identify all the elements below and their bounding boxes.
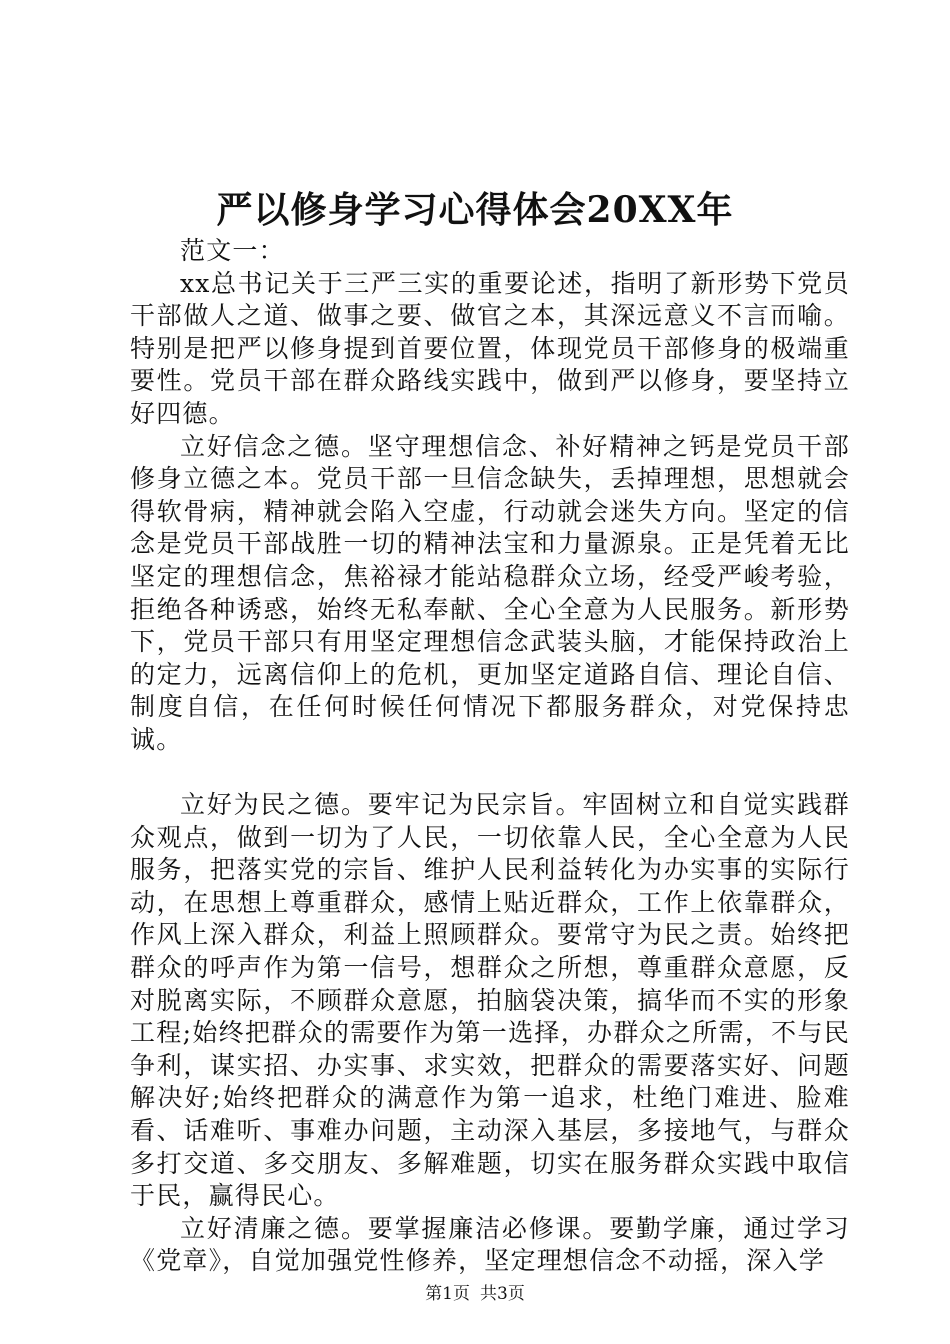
page-footer <box>0 1283 950 1305</box>
document-title: 严以修身学习心得体会20XX年 <box>216 189 734 231</box>
page-number: 第1页 <box>425 1284 470 1304</box>
page-total: 共3页 <box>480 1284 525 1304</box>
paragraph-heading: 范文一： <box>180 236 285 265</box>
document-body <box>130 235 850 1278</box>
paragraph: 立好信念之德。坚守理想信念、补好精神之钙是党员干部修身立德之本。党员干部一旦信念缺失，丢掉理想，思想就会得软骨病，精神就会陷入空虚，行动就会迷失方向。坚定的信念是党员干部战胜一切的精神法宝和力量源泉。正是凭着无比坚定的理想信念，焦裕禄才能站稳群众立场，经受严峻考验，拒绝各种诱惑，始终无私奉献、全心全意为人民服务。新形势下，党员干部只有用坚定理想信念武装头脑，才能保持政治上的定力，远离信仰上的危机，更加坚定道路自信、理论自信、制度自信，在任何时候任何情况下都服务群众，对党保持忠诚。 <box>130 431 850 754</box>
paragraph: xx总书记关于三严三实的重要论述，指明了新形势下党员干部做人之道、做事之要、做官之本，其深远意义不言而喻。特别是把严以修身提到首要位置，体现党员干部修身的极端重要性。党员干部在群众路线实践中，做到严以修身，要坚持立好四德。 <box>130 268 850 428</box>
paragraph: 立好为民之德。要牢记为民宗旨。牢固树立和自觉实践群众观点，做到一切为了人民，一切依靠人民，全心全意为人民服务，把落实党的宗旨、维护人民利益转化为办实事的实际行动，在思想上尊重群众，感情上贴近群众，工作上依靠群众，作风上深入群众，利益上照顾群众。要常守为民之责。始终把群众的呼声作为第一信号，想群众之所想，尊重群众意愿，反对脱离实际，不顾群众意愿，拍脑袋决策，搞华而不实的形象工程;始终把群众的需要作为第一选择，办群众之所需，不与民争利，谋实招、办实事、求实效，把群众的需要落实好、问题解决好;始终把群众的满意作为第一追求，杜绝门难进、脸难看、话难听、事难办问题，主动深入基层，多接地气，与群众多打交道、多交朋友、多解难题，切实在服务群众实践中取信于民，赢得民心。 <box>130 790 850 1211</box>
paragraph: 立好清廉之德。要掌握廉洁必修课。要勤学廉，通过学习《党章》，自觉加强党性修养，坚定理想信念不动摇，深入学 <box>130 1213 850 1276</box>
